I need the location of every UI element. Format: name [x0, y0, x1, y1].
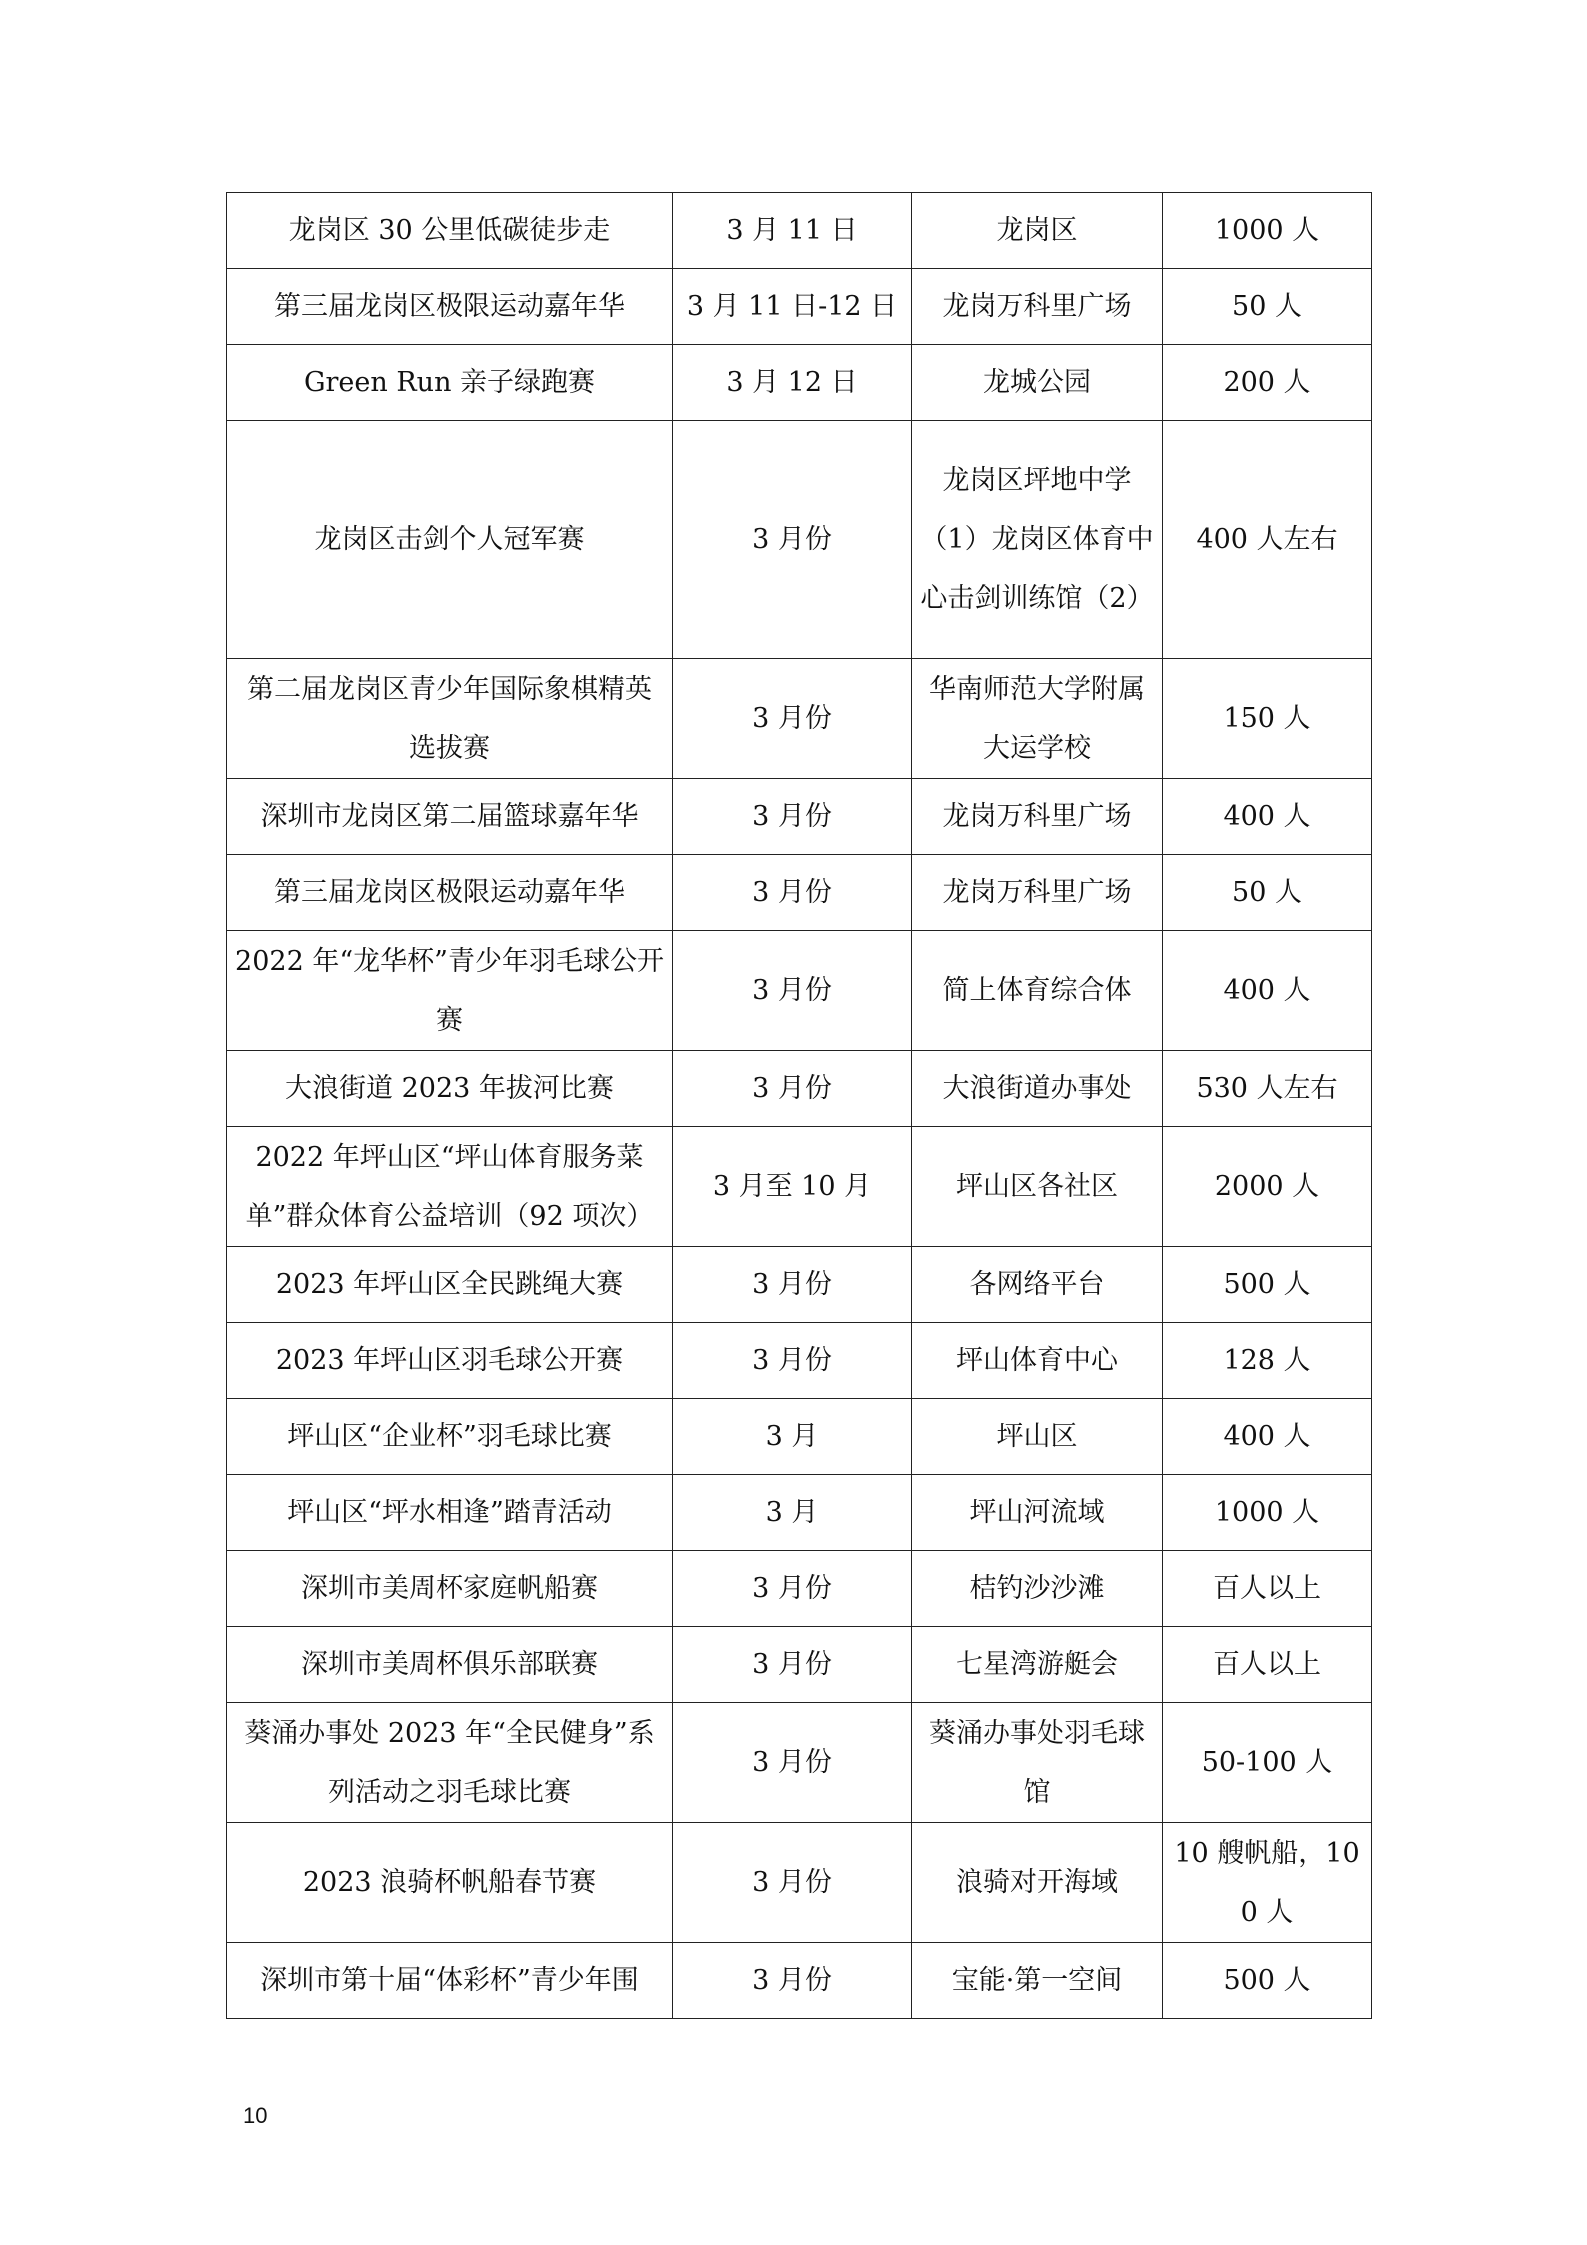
cell-venue: 桔钓沙沙滩: [912, 1551, 1163, 1627]
cell-participants: 50 人: [1163, 855, 1372, 931]
cell-participants: 百人以上: [1163, 1551, 1372, 1627]
cell-event: 坪山区“企业杯”羽毛球比赛: [227, 1399, 673, 1475]
cell-event: 第三届龙岗区极限运动嘉年华: [227, 269, 673, 345]
cell-participants: 500 人: [1163, 1247, 1372, 1323]
table-row: [227, 269, 1372, 345]
table-row: [227, 1627, 1372, 1703]
cell-event: 龙岗区 30 公里低碳徒步走: [227, 193, 673, 269]
cell-venue: 宝能·第一空间: [912, 1943, 1163, 2019]
cell-venue: 浪骑对开海域: [912, 1823, 1163, 1943]
table-row: [227, 1127, 1372, 1247]
table-row: [227, 659, 1372, 779]
cell-participants: 200 人: [1163, 345, 1372, 421]
cell-participants: 10 艘帆船，100 人: [1163, 1823, 1372, 1943]
cell-date: 3 月份: [673, 779, 912, 855]
cell-date: 3 月份: [673, 855, 912, 931]
cell-venue: 坪山体育中心: [912, 1323, 1163, 1399]
cell-event: 深圳市美周杯家庭帆船赛: [227, 1551, 673, 1627]
page-number: 10: [243, 2103, 268, 2128]
cell-event: 深圳市龙岗区第二届篮球嘉年华: [227, 779, 673, 855]
table-row: [227, 1475, 1372, 1551]
cell-event: 2023 浪骑杯帆船春节赛: [227, 1823, 673, 1943]
table-row: [227, 421, 1372, 659]
table-row: [227, 1943, 1372, 2019]
cell-date: 3 月份: [673, 1247, 912, 1323]
cell-event: 大浪街道 2023 年拔河比赛: [227, 1051, 673, 1127]
cell-date: 3 月份: [673, 1051, 912, 1127]
cell-date: 3 月 11 日-12 日: [673, 269, 912, 345]
cell-venue: 龙岗万科里广场: [912, 855, 1163, 931]
cell-event: 深圳市美周杯俱乐部联赛: [227, 1627, 673, 1703]
cell-date: 3 月 12 日: [673, 345, 912, 421]
cell-participants: 百人以上: [1163, 1627, 1372, 1703]
cell-event: 深圳市第十届“体彩杯”青少年围: [227, 1943, 673, 2019]
table-row: [227, 1051, 1372, 1127]
cell-venue: 龙岗区坪地中学（1）龙岗区体育中心击剑训练馆（2）: [912, 421, 1163, 659]
cell-venue: 华南师范大学附属大运学校: [912, 659, 1163, 779]
cell-participants: 400 人: [1163, 779, 1372, 855]
cell-participants: 50 人: [1163, 269, 1372, 345]
cell-date: 3 月份: [673, 1823, 912, 1943]
cell-date: 3 月份: [673, 1627, 912, 1703]
table-row: [227, 345, 1372, 421]
cell-event: 2023 年坪山区羽毛球公开赛: [227, 1323, 673, 1399]
cell-event: 葵涌办事处 2023 年“全民健身”系列活动之羽毛球比赛: [227, 1703, 673, 1823]
cell-venue: 七星湾游艇会: [912, 1627, 1163, 1703]
cell-venue: 葵涌办事处羽毛球馆: [912, 1703, 1163, 1823]
cell-participants: 1000 人: [1163, 1475, 1372, 1551]
table-row: [227, 855, 1372, 931]
cell-date: 3 月份: [673, 1703, 912, 1823]
cell-venue: 坪山区: [912, 1399, 1163, 1475]
table-row: [227, 931, 1372, 1051]
table-row: [227, 1399, 1372, 1475]
cell-participants: 128 人: [1163, 1323, 1372, 1399]
cell-date: 3 月 11 日: [673, 193, 912, 269]
cell-participants: 1000 人: [1163, 193, 1372, 269]
cell-date: 3 月份: [673, 931, 912, 1051]
cell-participants: 2000 人: [1163, 1127, 1372, 1247]
cell-venue: 龙岗区: [912, 193, 1163, 269]
cell-date: 3 月份: [673, 1551, 912, 1627]
table-row: [227, 1323, 1372, 1399]
cell-participants: 400 人左右: [1163, 421, 1372, 659]
cell-date: 3 月份: [673, 1943, 912, 2019]
cell-date: 3 月至 10 月: [673, 1127, 912, 1247]
cell-participants: 400 人: [1163, 931, 1372, 1051]
cell-date: 3 月份: [673, 659, 912, 779]
cell-event: Green Run 亲子绿跑赛: [227, 345, 673, 421]
table-row: [227, 1247, 1372, 1323]
cell-participants: 150 人: [1163, 659, 1372, 779]
cell-participants: 530 人左右: [1163, 1051, 1372, 1127]
cell-venue: 坪山区各社区: [912, 1127, 1163, 1247]
cell-participants: 500 人: [1163, 1943, 1372, 2019]
table-row: [227, 193, 1372, 269]
cell-date: 3 月份: [673, 1323, 912, 1399]
cell-venue: 大浪街道办事处: [912, 1051, 1163, 1127]
table-row: [227, 779, 1372, 855]
cell-venue: 坪山河流域: [912, 1475, 1163, 1551]
cell-date: 3 月: [673, 1475, 912, 1551]
table-row: [227, 1823, 1372, 1943]
cell-event: 2023 年坪山区全民跳绳大赛: [227, 1247, 673, 1323]
cell-venue: 龙岗万科里广场: [912, 269, 1163, 345]
cell-venue: 各网络平台: [912, 1247, 1163, 1323]
cell-venue: 简上体育综合体: [912, 931, 1163, 1051]
cell-event: 第二届龙岗区青少年国际象棋精英选拔赛: [227, 659, 673, 779]
table-row: [227, 1551, 1372, 1627]
table-body: [227, 193, 1372, 2019]
cell-venue: 龙城公园: [912, 345, 1163, 421]
cell-date: 3 月: [673, 1399, 912, 1475]
cell-participants: 50-100 人: [1163, 1703, 1372, 1823]
cell-event: 第三届龙岗区极限运动嘉年华: [227, 855, 673, 931]
cell-event: 2022 年“龙华杯”青少年羽毛球公开赛: [227, 931, 673, 1051]
events-table: [226, 192, 1372, 2019]
table-row: [227, 1703, 1372, 1823]
cell-event: 龙岗区击剑个人冠军赛: [227, 421, 673, 659]
cell-date: 3 月份: [673, 421, 912, 659]
cell-participants: 400 人: [1163, 1399, 1372, 1475]
cell-event: 坪山区“坪水相逢”踏青活动: [227, 1475, 673, 1551]
cell-event: 2022 年坪山区“坪山体育服务菜单”群众体育公益培训（92 项次）: [227, 1127, 673, 1247]
cell-venue: 龙岗万科里广场: [912, 779, 1163, 855]
